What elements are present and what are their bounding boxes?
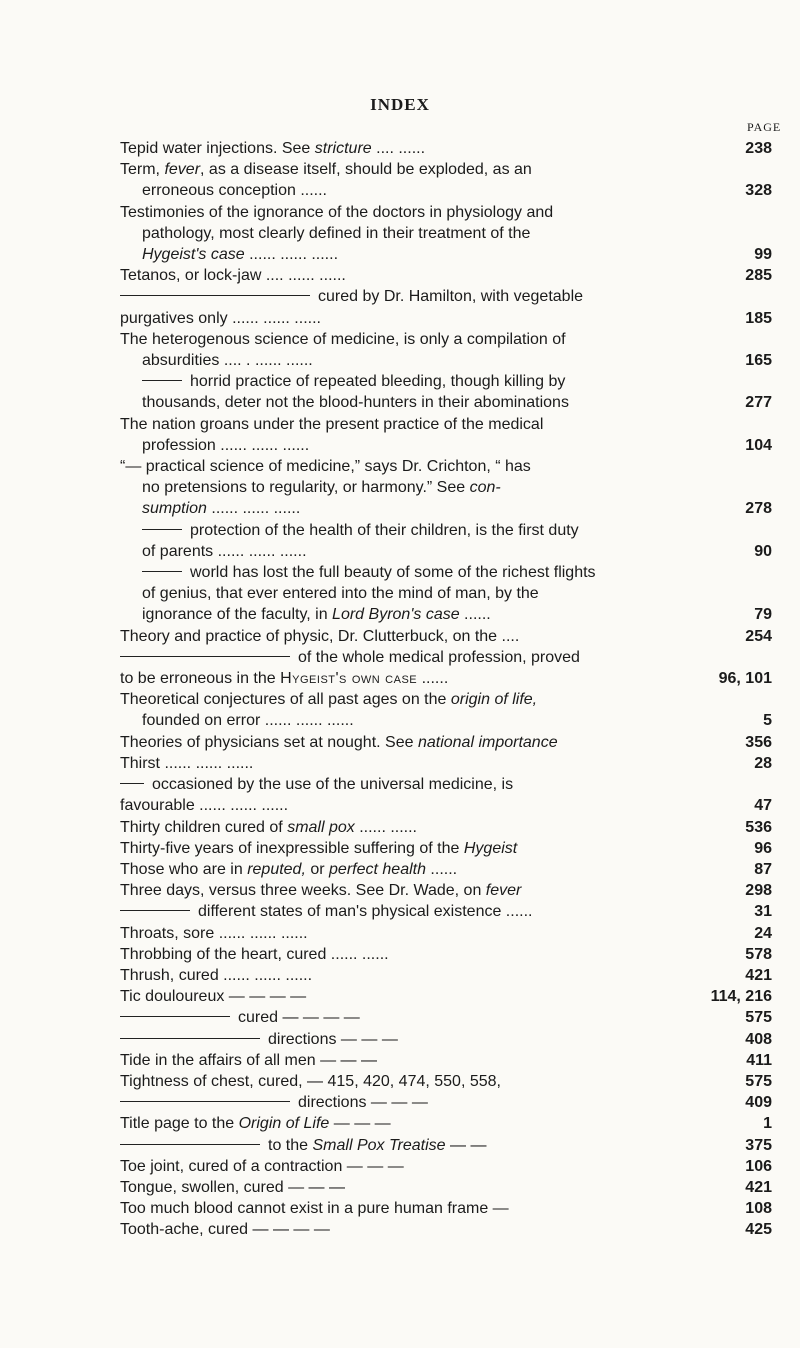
entry-line xyxy=(120,329,772,350)
entry-text-part: thousands, deter not the blood-hunters in their abominations xyxy=(142,394,569,412)
entry-line xyxy=(120,371,772,392)
entry-text xyxy=(120,159,532,180)
entry-line xyxy=(120,1198,772,1219)
entry-italic: origin of life, xyxy=(450,691,538,709)
ditto-rule xyxy=(120,1016,230,1017)
entry-text xyxy=(142,435,309,456)
entry-text xyxy=(120,795,288,816)
entry-line xyxy=(120,1071,772,1092)
entry-line xyxy=(120,583,772,604)
entry-text xyxy=(120,1198,509,1219)
entry-line xyxy=(120,244,772,265)
entry-text-part: The heterogenous science of medicine, is only a compilation of xyxy=(120,330,566,348)
entry-text xyxy=(120,202,553,223)
entry-text xyxy=(142,180,327,201)
page-number: 79 xyxy=(754,606,772,624)
index-entry xyxy=(120,138,772,159)
page-number: 104 xyxy=(745,436,772,454)
entry-text-part: of genius, that ever entered into the mind of man, by the xyxy=(142,585,539,603)
entry-text-part: Throbbing of the heart, cured ...... ...... xyxy=(120,945,389,963)
entry-line xyxy=(120,901,772,922)
ditto-rule xyxy=(120,295,310,296)
index-entry xyxy=(120,265,772,329)
entry-text-part: The nation groans under the present practice of the medical xyxy=(120,415,544,433)
page-number: 90 xyxy=(754,542,772,560)
entry-line xyxy=(120,308,772,329)
entry-text xyxy=(120,414,543,435)
entry-text xyxy=(142,392,569,413)
entry-italic: sumption xyxy=(142,500,207,518)
entry-text-part: erroneous conception ...... xyxy=(142,182,327,200)
index-entry xyxy=(120,986,772,1050)
page-number: 114, 216 xyxy=(710,988,772,1006)
index-entry xyxy=(120,880,772,922)
entry-line xyxy=(120,880,772,901)
index-entry xyxy=(120,732,772,753)
entry-text-part: Tepid water injections. See xyxy=(120,140,315,157)
entry-line xyxy=(120,795,772,816)
entry-text-part: Tooth-ache, cured — — — — xyxy=(120,1221,330,1239)
page-number: 106 xyxy=(745,1157,772,1175)
entry-text-part: Thirty children cured of xyxy=(120,818,288,836)
entry-text xyxy=(142,477,501,498)
entry-text-part: protection of the health of their children, is the first duty xyxy=(190,521,579,539)
entry-italic: fever xyxy=(164,161,201,179)
entry-text-part: Toe joint, cured of a contraction — — — xyxy=(120,1157,404,1175)
page-number: 411 xyxy=(746,1051,772,1069)
entry-line xyxy=(120,1092,772,1113)
entry-text-part: ignorance of the faculty, in xyxy=(142,606,333,624)
entry-text-part: “— practical science of medicine,” says Dr. Crichton, “ has xyxy=(120,458,531,476)
entry-text xyxy=(238,1007,360,1028)
entry-text-part: occasioned by the use of the universal medicine, is xyxy=(152,776,514,794)
entry-text-part: or xyxy=(305,860,330,878)
entry-text-part: to the xyxy=(268,1136,313,1154)
entry-text xyxy=(120,1177,345,1198)
entry-line xyxy=(120,732,772,753)
index-entry xyxy=(120,1219,772,1240)
page-number: 375 xyxy=(745,1136,772,1154)
entry-text-part: Theory and practice of physic, Dr. Clutterbuck, on the .... xyxy=(120,627,520,645)
page-number: 421 xyxy=(745,1178,772,1196)
entry-text-part: pathology, most clearly defined in their treatment of the xyxy=(142,224,531,242)
entry-text-part: founded on error ...... ...... ...... xyxy=(142,712,354,730)
page-number: 408 xyxy=(745,1030,772,1048)
entry-line xyxy=(120,710,772,731)
entry-text-part: — — xyxy=(445,1136,487,1154)
index-entry xyxy=(120,414,772,456)
entry-text xyxy=(198,901,532,922)
index-entry xyxy=(120,1177,772,1198)
entry-line xyxy=(120,435,772,456)
entry-italic: reputed, xyxy=(247,860,306,878)
page-column-label: PAGE xyxy=(747,120,782,134)
entry-line xyxy=(120,753,772,774)
entry-text-part: of the whole medical profession, proved xyxy=(298,648,580,666)
entry-text xyxy=(120,753,253,774)
ditto-rule xyxy=(120,1101,290,1102)
index-entries xyxy=(120,138,772,1241)
entry-line xyxy=(120,1050,772,1071)
entry-text-part: Theoretical conjectures of all past ages on the xyxy=(120,691,451,709)
entry-text-part: Term, xyxy=(120,161,165,179)
ditto-rule xyxy=(120,1038,260,1039)
entry-line xyxy=(120,689,772,710)
index-entry xyxy=(120,859,772,880)
entry-text xyxy=(120,1156,404,1177)
entry-italic: Hygeist xyxy=(463,839,518,857)
index-entry xyxy=(120,329,772,414)
entry-italic: small pox xyxy=(287,818,355,836)
page-number: 1 xyxy=(763,1115,772,1133)
index-entry xyxy=(120,1198,772,1219)
entry-text xyxy=(120,138,425,159)
ditto-rule xyxy=(120,910,190,911)
entry-text xyxy=(268,1029,398,1050)
entry-text xyxy=(120,986,306,1007)
entry-text xyxy=(120,923,308,944)
entry-line xyxy=(120,159,772,180)
page-number: 425 xyxy=(745,1221,772,1239)
entry-text-part: ...... ...... ...... xyxy=(244,246,339,264)
entry-text xyxy=(120,965,312,986)
page-number: 575 xyxy=(745,1072,772,1090)
entry-line xyxy=(120,520,772,541)
entry-line xyxy=(120,286,772,307)
entry-line xyxy=(120,265,772,286)
entry-italic: Origin of Life xyxy=(238,1115,330,1133)
entry-text xyxy=(190,562,596,583)
entry-text-part: to be erroneous in the xyxy=(120,670,281,688)
entry-text xyxy=(120,859,457,880)
entry-line xyxy=(120,477,772,498)
entry-line xyxy=(120,350,772,371)
index-entry xyxy=(120,944,772,965)
entry-text xyxy=(120,689,537,710)
entry-text xyxy=(120,838,517,859)
entry-line xyxy=(120,392,772,413)
entry-text-part: directions — — — xyxy=(268,1030,398,1048)
entry-italic: stricture xyxy=(314,140,372,157)
page-number: 28 xyxy=(754,754,772,772)
page-title: INDEX xyxy=(370,95,430,114)
entry-text xyxy=(142,244,338,265)
entry-text-part: — — — xyxy=(329,1115,391,1133)
index-entry xyxy=(120,626,772,690)
entry-smallcaps: Hygeist's own case xyxy=(280,670,418,688)
index-entry xyxy=(120,838,772,859)
entry-text xyxy=(120,329,566,350)
entry-line xyxy=(120,944,772,965)
entry-text-part: Those who are in xyxy=(120,860,248,878)
entry-line xyxy=(120,1113,772,1134)
page-number: 254 xyxy=(745,627,772,645)
entry-text xyxy=(190,520,579,541)
index-entry xyxy=(120,753,772,817)
entry-text-part: , as a disease itself, should be exploded, as an xyxy=(200,161,532,179)
entry-text-part: absurdities .... . ...... ...... xyxy=(142,352,313,370)
entry-text xyxy=(142,498,300,519)
entry-text xyxy=(120,1071,501,1092)
ditto-rule xyxy=(142,380,182,381)
page-number: 536 xyxy=(745,818,772,836)
entry-text-part: Tightness of chest, cured, — 415, 420, 474, 550, 558, xyxy=(120,1072,501,1090)
entry-line xyxy=(120,562,772,583)
entry-text-part: Tongue, swollen, cured — — — xyxy=(120,1178,345,1196)
page-number: 96 xyxy=(754,839,772,857)
page-number: 47 xyxy=(754,797,772,815)
index-entry xyxy=(120,159,772,201)
entry-text xyxy=(120,732,558,753)
entry-text xyxy=(120,1219,330,1240)
entry-line xyxy=(120,859,772,880)
entry-line xyxy=(120,1177,772,1198)
entry-text xyxy=(298,647,580,668)
entry-text xyxy=(142,223,530,244)
entry-text xyxy=(120,1113,391,1134)
entry-text-part: Thirst ...... ...... ...... xyxy=(120,754,254,772)
entry-text xyxy=(120,265,346,286)
entry-text xyxy=(268,1135,486,1156)
entry-line xyxy=(120,414,772,435)
entry-text xyxy=(142,350,313,371)
entry-text-part: Tic douloureux — — — — xyxy=(120,988,307,1006)
entry-text-part: ...... xyxy=(459,606,491,624)
index-entry xyxy=(120,456,772,626)
entry-text-part: Tetanos, or lock-jaw .... ...... ...... xyxy=(120,267,346,285)
entry-text-part: Too much blood cannot exist in a pure human frame — xyxy=(120,1200,509,1218)
page-number: 578 xyxy=(745,945,772,963)
entry-text-part: ...... ...... xyxy=(354,818,417,836)
index-entry xyxy=(120,1050,772,1071)
index-entry xyxy=(120,1113,772,1155)
entry-text-part: Testimonies of the ignorance of the doctors in physiology and xyxy=(120,203,554,221)
page-number: 328 xyxy=(745,182,772,200)
entry-text-part: Tide in the affairs of all men — — — xyxy=(120,1051,377,1069)
entry-line xyxy=(120,1219,772,1240)
entry-italic: fever xyxy=(485,882,522,900)
entry-text xyxy=(120,308,321,329)
index-entry xyxy=(120,817,772,838)
ditto-rule xyxy=(120,783,144,784)
entry-text xyxy=(120,1050,377,1071)
entry-line xyxy=(120,604,772,625)
entry-line xyxy=(120,541,772,562)
page-number: 356 xyxy=(745,733,772,751)
page-number: 165 xyxy=(745,352,772,370)
entry-text-part: of parents ...... ...... ...... xyxy=(142,542,307,560)
entry-line xyxy=(120,626,772,647)
page-number: 278 xyxy=(745,500,772,518)
page-number: 409 xyxy=(745,1094,772,1112)
page-number: 5 xyxy=(763,712,772,730)
entry-text xyxy=(318,286,583,307)
index-entry xyxy=(120,1071,772,1113)
entry-text xyxy=(120,668,448,689)
entry-italic: national importance xyxy=(417,733,558,751)
entry-line xyxy=(120,498,772,519)
page-number: 185 xyxy=(745,309,772,327)
entry-line xyxy=(120,180,772,201)
entry-text-part: ...... xyxy=(417,670,449,688)
entry-line xyxy=(120,986,772,1007)
entry-line xyxy=(120,838,772,859)
entry-line xyxy=(120,456,772,477)
entry-line xyxy=(120,965,772,986)
entry-text xyxy=(142,710,354,731)
index-entry xyxy=(120,923,772,944)
entry-text xyxy=(120,456,531,477)
entry-italic: Small Pox Treatise xyxy=(312,1136,446,1154)
entry-line xyxy=(120,1135,772,1156)
page-number: 238 xyxy=(745,140,772,157)
page-number: 575 xyxy=(745,1009,772,1027)
index-entry xyxy=(120,1156,772,1177)
page-number: 87 xyxy=(754,860,772,878)
entry-text xyxy=(120,944,389,965)
entry-text-part: Thrush, cured ...... ...... ...... xyxy=(120,966,313,984)
entry-text xyxy=(142,541,307,562)
entry-line xyxy=(120,1029,772,1050)
entry-line xyxy=(120,202,772,223)
entry-line xyxy=(120,668,772,689)
entry-text xyxy=(142,583,539,604)
entry-line xyxy=(120,647,772,668)
entry-text-part: Title page to the xyxy=(120,1115,239,1133)
page-number: 277 xyxy=(745,394,772,412)
entry-italic: con- xyxy=(469,479,501,497)
entry-line xyxy=(120,138,772,159)
entry-text xyxy=(142,604,491,625)
entry-text-part: cured by Dr. Hamilton, with vegetable xyxy=(318,288,584,306)
entry-text-part: .... ...... xyxy=(371,140,426,157)
entry-text xyxy=(120,880,521,901)
entry-text-part: different states of man's physical existence ...... xyxy=(198,903,533,921)
page-number: 285 xyxy=(745,267,772,285)
page-number: 298 xyxy=(745,882,772,900)
index-entry xyxy=(120,965,772,986)
entry-text xyxy=(298,1092,428,1113)
entry-text-part: Three days, versus three weeks. See Dr. Wade, on xyxy=(120,882,486,900)
page-number: 24 xyxy=(754,924,772,942)
entry-text-part: directions — — — xyxy=(298,1094,428,1112)
entry-text-part: Theories of physicians set at nought. See xyxy=(120,733,418,751)
ditto-rule xyxy=(142,571,182,572)
entry-line xyxy=(120,817,772,838)
page-number: 421 xyxy=(745,966,772,984)
entry-line xyxy=(120,774,772,795)
entry-text-part: Throats, sore ...... ...... ...... xyxy=(120,924,308,942)
entry-text xyxy=(152,774,513,795)
entry-italic: perfect health xyxy=(329,860,426,878)
entry-line xyxy=(120,1007,772,1028)
entry-text xyxy=(120,626,519,647)
ditto-rule xyxy=(120,1144,260,1145)
entry-text-part: profession ...... ...... ...... xyxy=(142,436,310,454)
entry-text-part: cured — — — — xyxy=(238,1009,360,1027)
entry-text-part: Thirty-five years of inexpressible suffering of the xyxy=(120,839,464,857)
entry-italic: Lord Byron's case xyxy=(332,606,460,624)
entry-line xyxy=(120,1156,772,1177)
entry-text-part: favourable ...... ...... ...... xyxy=(120,797,289,815)
ditto-rule xyxy=(120,656,290,657)
page-number: 96, 101 xyxy=(718,670,772,688)
page-number: 108 xyxy=(745,1200,772,1218)
page-number: 99 xyxy=(754,246,772,264)
entry-text-part: ...... xyxy=(425,860,458,878)
page-number: 31 xyxy=(754,903,772,921)
entry-text-part: world has lost the full beauty of some of the richest flights xyxy=(190,564,596,582)
entry-italic: Hygeist's case xyxy=(142,246,245,264)
entry-text-part: ...... ...... ...... xyxy=(206,500,301,518)
entry-text-part: horrid practice of repeated bleeding, though killing by xyxy=(190,373,566,391)
entry-line xyxy=(120,923,772,944)
ditto-rule xyxy=(142,529,182,530)
entry-text-part: no pretensions to regularity, or harmony.” See xyxy=(142,479,470,497)
entry-text xyxy=(120,817,417,838)
entry-text-part: purgatives only ...... ...... ...... xyxy=(120,309,321,327)
index-entry xyxy=(120,689,772,731)
entry-text xyxy=(190,371,565,392)
entry-line xyxy=(120,223,772,244)
index-entry xyxy=(120,202,772,266)
